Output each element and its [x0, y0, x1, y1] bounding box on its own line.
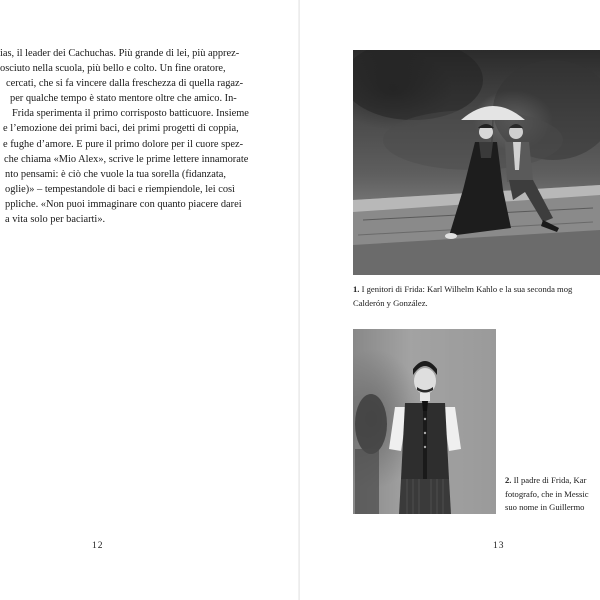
- caption-line: fotografo, che in Messic: [505, 488, 589, 499]
- caption-number: 2.: [505, 475, 512, 485]
- right-page: [300, 0, 600, 600]
- text-line: nto pensami: è ciò che vuole la tua sorella (fidanzata,: [5, 168, 226, 180]
- photo-parents-couple: [353, 50, 600, 275]
- text-line: a vita solo per baciarti».: [5, 214, 106, 226]
- text-line: Frida sperimenta il primo corrisposto batticuore. Insieme: [12, 108, 249, 120]
- text-line: per qualche tempo è stato mentore oltre che amico. In-: [10, 93, 237, 105]
- text-line: osciuto nella scuola, più bello e colto. Un fine oratore,: [0, 63, 226, 75]
- caption-line: Calderón y González.: [353, 297, 428, 308]
- caption-line: Il padre di Frida, Kar: [513, 475, 587, 485]
- page-number-right: 13: [493, 541, 505, 551]
- photo-caption-1: [353, 283, 572, 310]
- text-line: cercati, che si fa vincere dalla freschezza di quella ragaz-: [6, 78, 244, 90]
- text-line: e l’emozione dei primi baci, dei primi progetti di coppia,: [3, 123, 239, 135]
- page-number-left: 12: [92, 541, 104, 551]
- text-line: ppliche. «Non puoi immaginare con quanto piacere darei: [5, 198, 242, 210]
- body-text: [0, 46, 250, 227]
- photo-father-portrait: [353, 329, 496, 514]
- photo-caption-2: [505, 474, 589, 515]
- text-line: ias, il leader dei Cachuchas. Più grande di lei, più apprez-: [0, 48, 240, 59]
- caption-number: 1.: [353, 284, 360, 294]
- text-line: e fughe d’amore. E pure il primo dolore per il cuore spez-: [3, 138, 244, 150]
- caption-line: suo nome in Guillermo: [505, 502, 585, 512]
- caption-line: I genitori di Frida: Karl Wilhelm Kahlo e la sua seconda mog: [361, 284, 573, 294]
- text-line: oglie)» – tempestandole di baci e riempiendole, lei così: [5, 183, 235, 195]
- text-line: che chiama «Mio Alex», scrive le prime lettere innamorate: [4, 153, 249, 165]
